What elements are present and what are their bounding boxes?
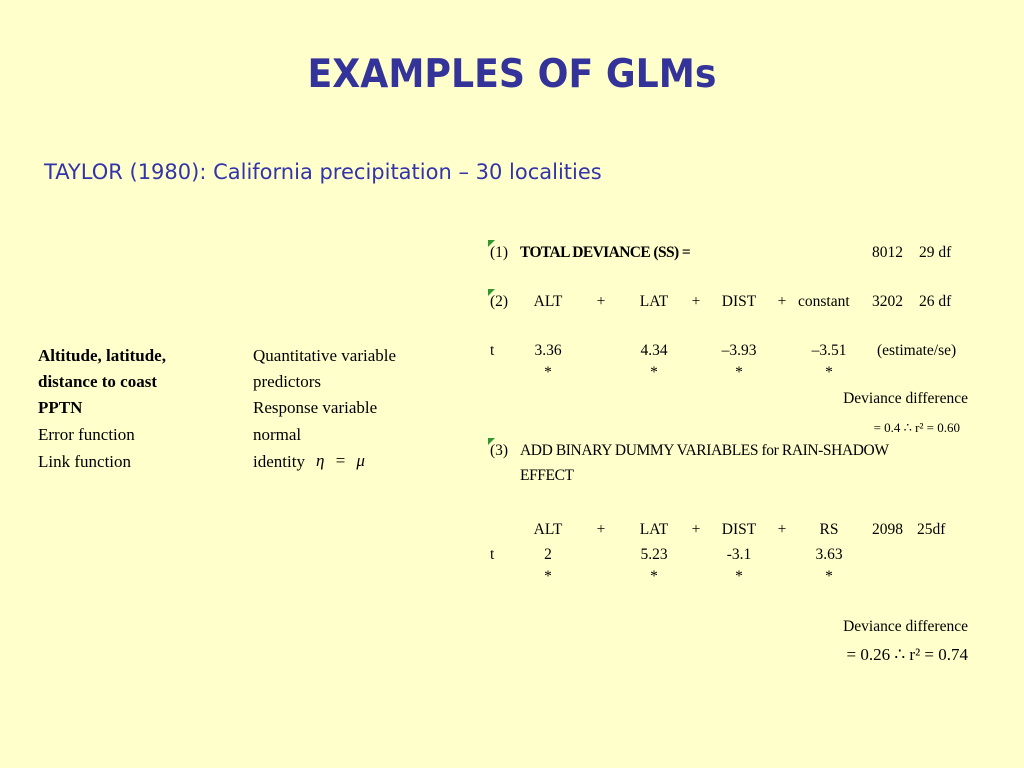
step2-t-alt: 3.36 [534, 342, 562, 359]
step2-star-2: * [650, 364, 658, 381]
step3-term-lat: LAT [639, 521, 669, 538]
step2-deviance-diff-equation: = 0.4 ∴ r² = 0.60 [873, 420, 960, 435]
step2-t-constant: –3.51 [811, 342, 847, 359]
step2-deviance-diff-label: Deviance difference [843, 390, 968, 407]
step3-term-rs: RS [819, 521, 839, 538]
step3-t-dist: -3.1 [726, 546, 752, 563]
step3-t-label: t [490, 546, 495, 563]
left-desc-1: Quantitative variable [253, 346, 397, 365]
step3-line2: EFFECT [520, 467, 574, 484]
step2-star-4: * [825, 364, 833, 381]
slide-title: EXAMPLES OF GLMs [307, 52, 717, 97]
step3-t-alt: 2 [544, 546, 552, 563]
step3-deviance-diff-label: Deviance difference [843, 618, 968, 635]
step3-term-dist: DIST [721, 521, 757, 538]
step2-deviance: 3202 [872, 293, 903, 310]
left-term-1: Altitude, latitude, [38, 346, 166, 365]
left-term-3: PPTN [38, 398, 83, 417]
step2-plus-2: + [691, 293, 701, 310]
link-formula: η = μ [316, 451, 368, 470]
step2-df: 26 df [919, 293, 952, 310]
step2-t-lat: 4.34 [640, 342, 668, 359]
step3-line1: ADD BINARY DUMMY VARIABLES for RAIN-SHADOW [520, 442, 889, 459]
step2-number: (2) [490, 293, 509, 310]
step2-star-1: * [544, 364, 552, 381]
step2-term-lat: LAT [639, 293, 669, 310]
step2-t-label: t [490, 342, 495, 359]
step1-label: TOTAL DEVIANCE (SS) = [520, 244, 691, 261]
left-desc-4: normal [253, 425, 302, 444]
step3-plus-2: + [691, 521, 701, 538]
step3-star-3: * [735, 568, 743, 585]
step3-deviance-diff-equation: = 0.26 ∴ r² = 0.74 [846, 645, 968, 664]
step1-number: (1) [490, 244, 509, 261]
step2-plus-3: + [777, 293, 787, 310]
slide-subtitle: TAYLOR (1980): California precipitation – 30 localities [44, 160, 602, 184]
step3-star-2: * [650, 568, 658, 585]
step2-term-alt: ALT [533, 293, 563, 310]
step1-deviance: 8012 [872, 244, 903, 261]
step2-t-note: (estimate/se) [877, 342, 957, 359]
step3-plus-1: + [596, 521, 606, 538]
step2-plus-1: + [596, 293, 606, 310]
left-desc-3: Response variable [253, 398, 378, 417]
step1-df: 29 df [919, 244, 952, 261]
left-term-4: Error function [38, 425, 135, 444]
step3-df: 25df [917, 521, 946, 538]
step3-term-alt: ALT [533, 521, 563, 538]
step3-plus-3: + [777, 521, 787, 538]
step2-star-3: * [735, 364, 743, 381]
left-term-5: Link function [38, 452, 132, 471]
step2-t-dist: –3.93 [721, 342, 757, 359]
left-term-2: distance to coast [38, 372, 157, 391]
left-desc-2: predictors [253, 372, 321, 391]
step2-term-constant: constant [798, 293, 850, 310]
left-desc-5: identity [253, 452, 305, 471]
step3-star-1: * [544, 568, 552, 585]
step3-t-rs: 3.63 [815, 546, 843, 563]
step3-number: (3) [490, 442, 509, 459]
step2-term-dist: DIST [721, 293, 757, 310]
step3-star-4: * [825, 568, 833, 585]
step3-t-lat: 5.23 [640, 546, 668, 563]
step3-deviance: 2098 [872, 521, 903, 538]
